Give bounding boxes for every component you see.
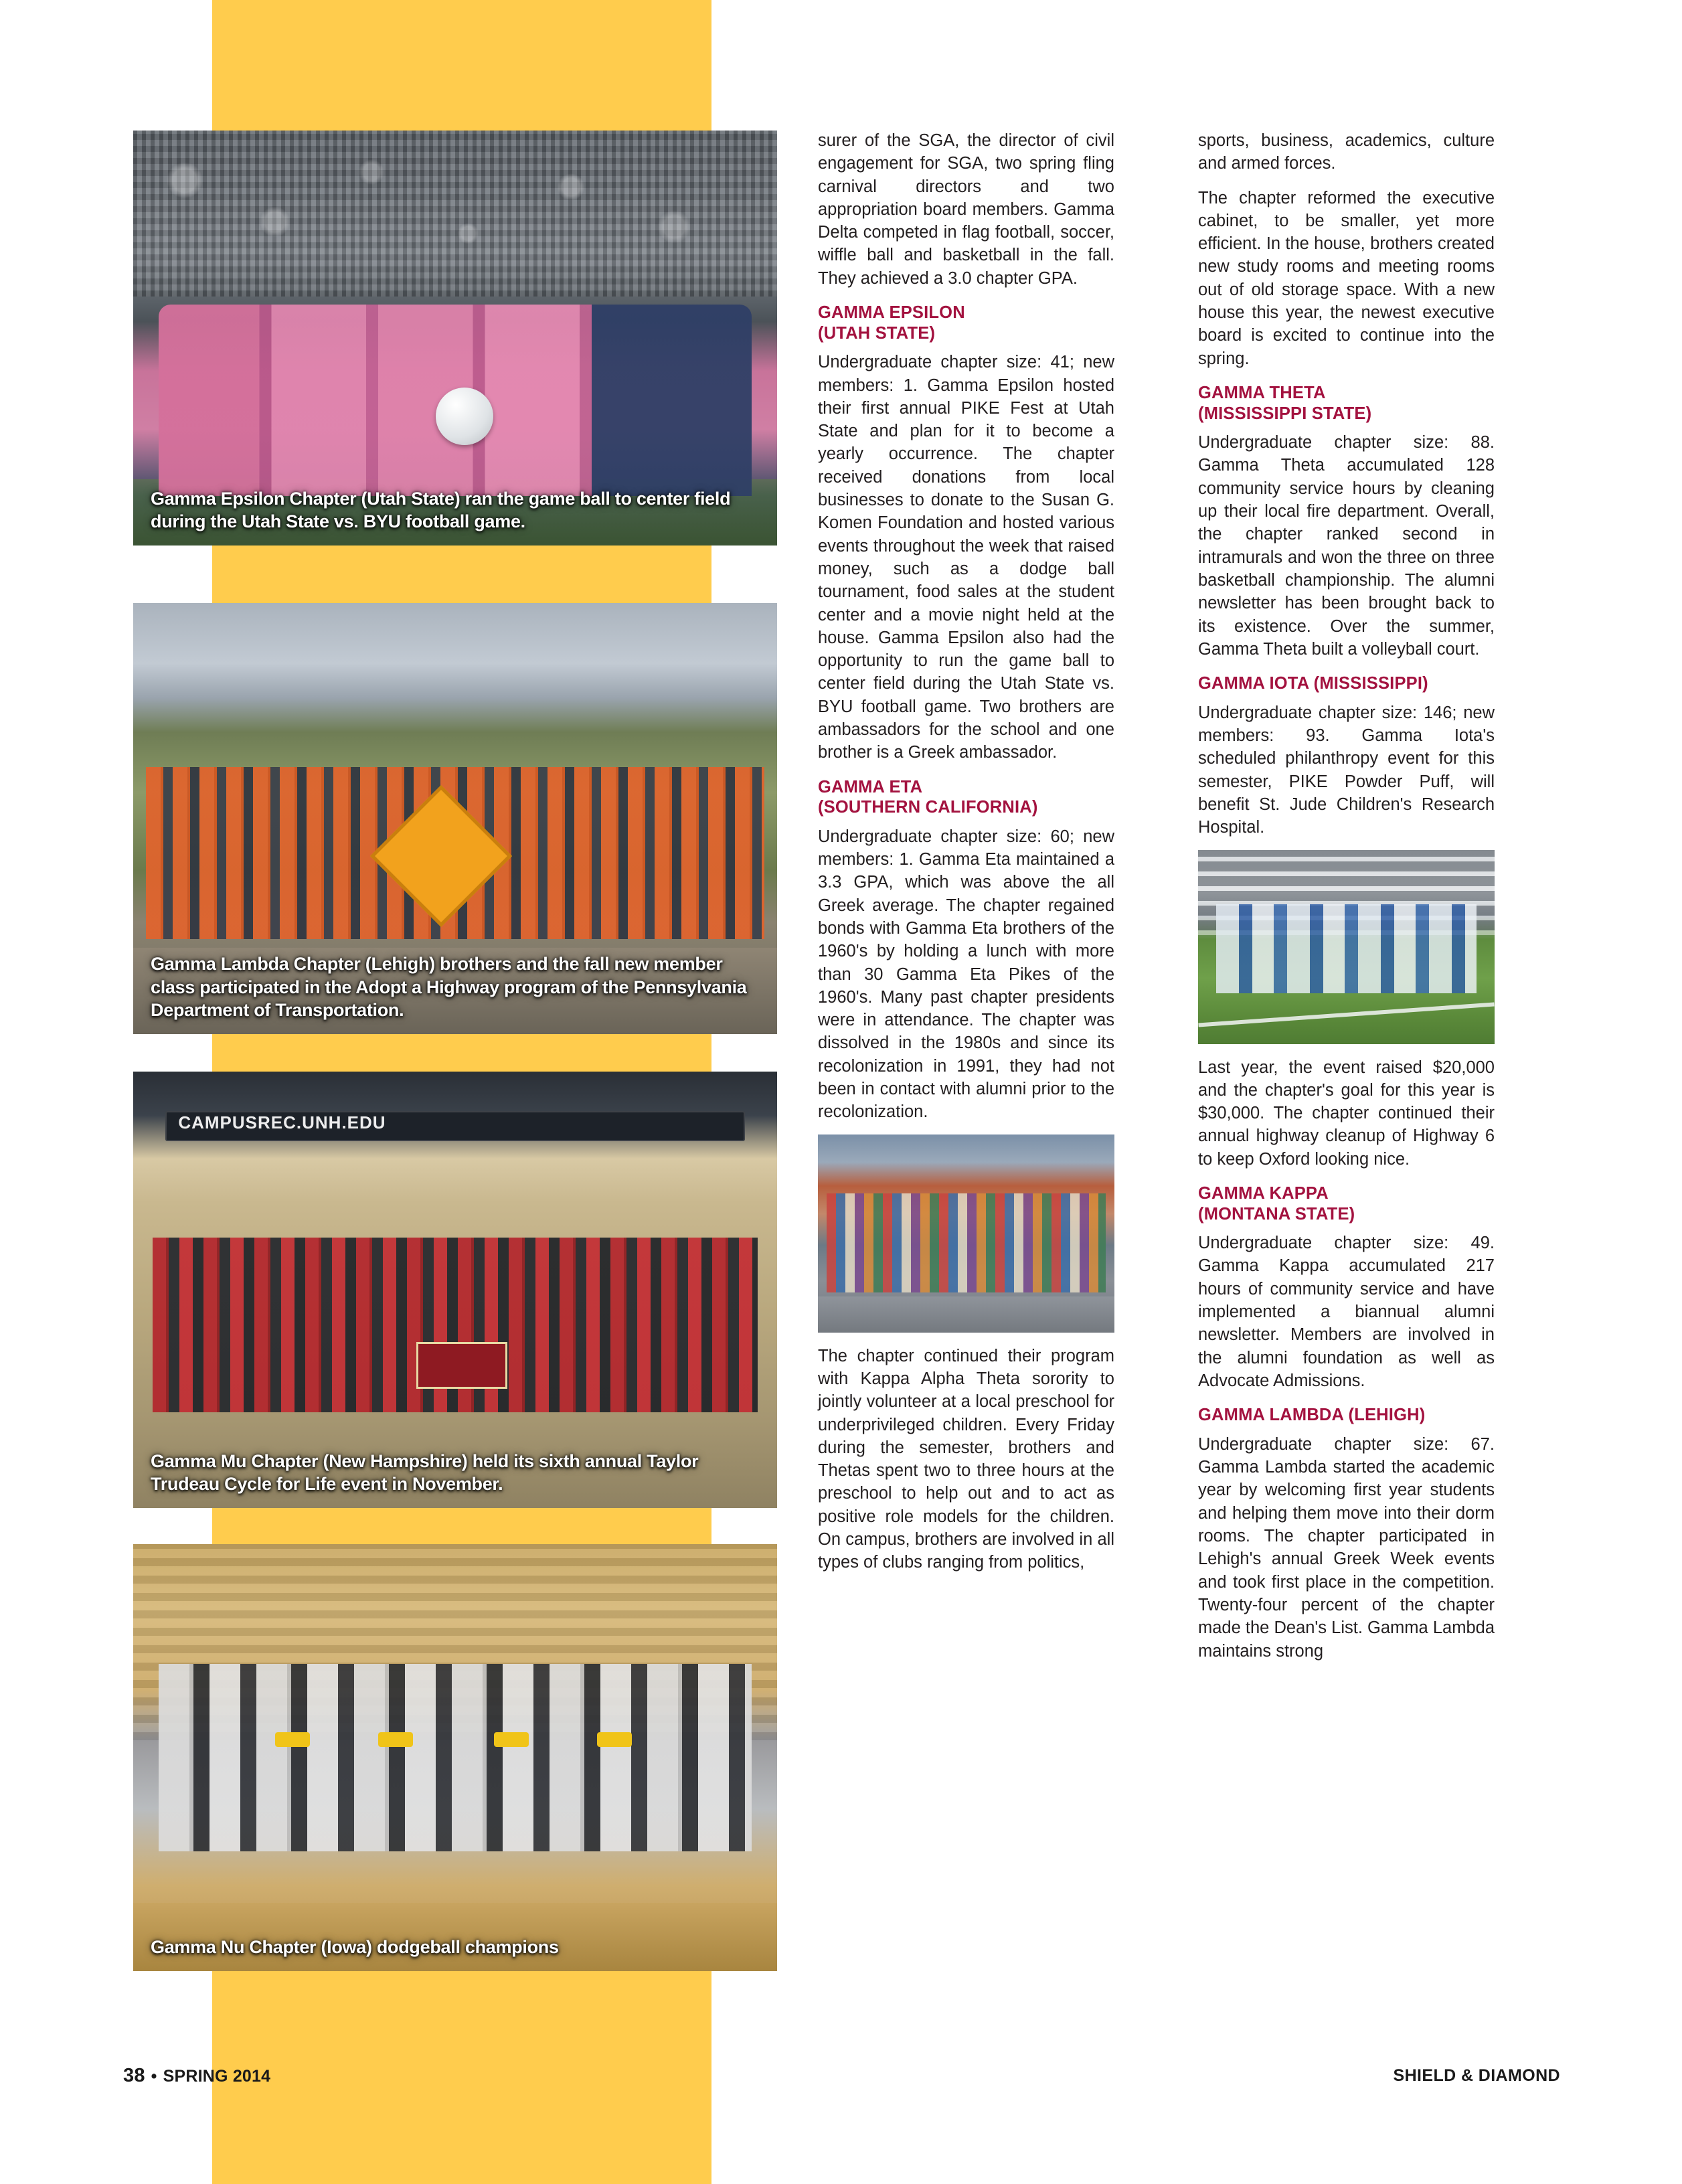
chapter-heading-gamma-iota bbox=[1198, 673, 1495, 694]
paragraph: Undergraduate chapter size: 49. Gamma Kappa accumulated 217 hours of community service and have implemented a biannual alumni newsletter. Members are involved in the alumni foundation as well as Advocate Admissions. bbox=[1198, 1234, 1495, 1390]
chapter-heading-line1: GAMMA KAPPA bbox=[1198, 1183, 1329, 1203]
photo-caption: Gamma Lambda Chapter (Lehigh) brothers and the fall new member class participated in the Adopt a Highway program of the Pennsylvania Department of Transportation. bbox=[151, 954, 747, 1021]
paragraph: surer of the SGA, the director of civil engagement for SGA, two spring fling carnival directors and two appropriation board members. Gamma Delta competed in flag football, soccer, wiffle ball and basketball in the fall. They achieved a 3.0 chapter GPA. bbox=[818, 131, 1114, 288]
gamma-epsilon-photo bbox=[133, 131, 777, 545]
paragraph: Undergraduate chapter size: 41; new members: 1. Gamma Epsilon hosted their first annual PIKE Fest at Utah State and plan for it to become a yearly occurrence. The chapter received donations from local businesses to donate to the Susan G. Komen Foundation and hosted various events throughout the week that raised money, such as a dodge ball tournament, food sales at the student center and a movie night held at the house. Gamma Epsilon also had the opportunity to run the game ball to center field during the Utah State vs. BYU football game. Two brothers are ambassadors for the school and one brother is a Greek ambassador. bbox=[818, 353, 1114, 762]
chapter-heading-line1: GAMMA IOTA (MISSISSIPPI) bbox=[1198, 674, 1428, 693]
folio-left bbox=[123, 2065, 270, 2087]
stadium-crowd-texture bbox=[133, 131, 777, 297]
chapter-heading-gamma-theta bbox=[1198, 383, 1495, 424]
photo-caption: Gamma Mu Chapter (New Hampshire) held its sixth annual Taylor Trudeau Cycle for Life event in November. bbox=[151, 1450, 699, 1495]
pike-banner bbox=[416, 1342, 507, 1389]
paragraph: Undergraduate chapter size: 60; new members: 1. Gamma Eta maintained a 3.3 GPA, which was above the all Greek average. The chapter regained bonds with Gamma Eta brothers of the 1960's by holding a lunch with more than 30 Gamma Eta Pikes of the 1960's. Many past chapter presidents were in attendance. The chapter was dissolved in the 1980s and since its recolonization in 1991, they had not been in contact with alumni prior to the recolonization. bbox=[818, 827, 1114, 1122]
paragraph: Undergraduate chapter size: 88. Gamma Theta accumulated 128 community service hours by cleaning up their local fire department. Overall, the chapter ranked second in intramurals and won the three on three basketball championship. The alumni newsletter has been brought back to its existence. Over the summer, Gamma Theta built a volleyball court. bbox=[1198, 433, 1495, 659]
chapter-heading-line2: (MONTANA STATE) bbox=[1198, 1204, 1355, 1224]
page-number: 38 bbox=[123, 2065, 145, 2086]
paragraph: The chapter reformed the executive cabinet, to be smaller, yet more efficient. In the house, brothers created new study rooms and meeting rooms out of old storage space. With a new house this year, the newest executive board is excited to continue into the spring. bbox=[1198, 188, 1495, 368]
page-footer bbox=[0, 2065, 1682, 2092]
paragraph: Last year, the event raised $20,000 and the chapter's goal for this year is $30,000. The chapter continued their annual highway cleanup of Highway 6 to keep Oxford looking nice. bbox=[1198, 1058, 1495, 1169]
chapter-heading-line1: GAMMA EPSILON bbox=[818, 303, 965, 323]
champion-belt-2 bbox=[378, 1732, 413, 1747]
chapter-heading-line2: (MISSISSIPPI STATE) bbox=[1198, 404, 1372, 423]
pavement-ground bbox=[818, 1296, 1114, 1332]
champion-belt-1 bbox=[275, 1732, 310, 1747]
gamma-iota-powderpuff-photo bbox=[1198, 850, 1495, 1044]
chapter-heading-line1: GAMMA THETA bbox=[1198, 383, 1326, 402]
paragraph: Undergraduate chapter size: 67. Gamma Lambda started the academic year by welcoming first year students and helping them move into their dorm rooms. The chapter participated in Lehigh's annual Greek Week events and took first place in the competition. Twenty-four percent of the chapter made the Dean's List. Gamma Lambda maintains strong bbox=[1198, 1434, 1495, 1661]
field-yard-line bbox=[1198, 1002, 1494, 1027]
gamma-mu-photo bbox=[133, 1072, 777, 1508]
publication-name: SHIELD & DIAMOND bbox=[1393, 2066, 1560, 2085]
gamma-lambda-photo bbox=[133, 603, 777, 1034]
gamma-eta-preschool-photo bbox=[818, 1135, 1114, 1333]
dodgeball-team-group bbox=[159, 1664, 751, 1852]
photo-caption: Gamma Epsilon Chapter (Utah State) ran the game ball to center field during the Utah State vs. BYU football game. bbox=[151, 488, 731, 532]
champion-belt-3 bbox=[494, 1732, 529, 1747]
gamma-nu-photo bbox=[133, 1544, 777, 1971]
chapter-heading-gamma-lambda bbox=[1198, 1405, 1495, 1426]
text-column-3 bbox=[1198, 129, 1495, 1663]
chapter-heading-line1: GAMMA LAMBDA (LEHIGH) bbox=[1198, 1406, 1426, 1425]
issue-label: SPRING 2014 bbox=[163, 2067, 271, 2086]
chapter-heading-gamma-eta bbox=[818, 777, 1114, 818]
photo-caption: Gamma Nu Chapter (Iowa) dodgeball champions bbox=[151, 1937, 559, 1958]
paragraph: Undergraduate chapter size: 146; new members: 93. Gamma Iota's scheduled philanthropy event for this semester, PIKE Powder Puff, will benefit St. Jude Children's Research Hospital. bbox=[1198, 703, 1495, 837]
chapter-heading-gamma-epsilon bbox=[818, 303, 1114, 343]
paragraph: The chapter continued their program with Kappa Alpha Theta sorority to jointly volunteer at a local preschool for underprivileged children. Every Friday during the semester, brothers and Thetas spent two to three hours at the preschool to help out and to act as positive role models for the children. On campus, brothers are involved in all types of clubs ranging from politics, bbox=[818, 1346, 1114, 1572]
gym-banner-text: CAMPUSREC.UNH.EDU bbox=[178, 1112, 386, 1133]
chapter-heading-line1: GAMMA ETA bbox=[818, 777, 923, 796]
chapter-heading-gamma-kappa bbox=[1198, 1183, 1495, 1224]
preschool-children-group bbox=[827, 1193, 1105, 1292]
champion-belt-4 bbox=[597, 1732, 632, 1747]
game-ball bbox=[436, 388, 493, 445]
powder-puff-players bbox=[1216, 904, 1477, 993]
text-column-2 bbox=[818, 129, 1114, 1574]
chapter-heading-line2: (SOUTHERN CALIFORNIA) bbox=[818, 798, 1038, 817]
folio-separator: • bbox=[151, 2067, 157, 2086]
paragraph: sports, business, academics, culture and armed forces. bbox=[1198, 131, 1495, 173]
chapter-heading-line2: (UTAH STATE) bbox=[818, 323, 936, 343]
